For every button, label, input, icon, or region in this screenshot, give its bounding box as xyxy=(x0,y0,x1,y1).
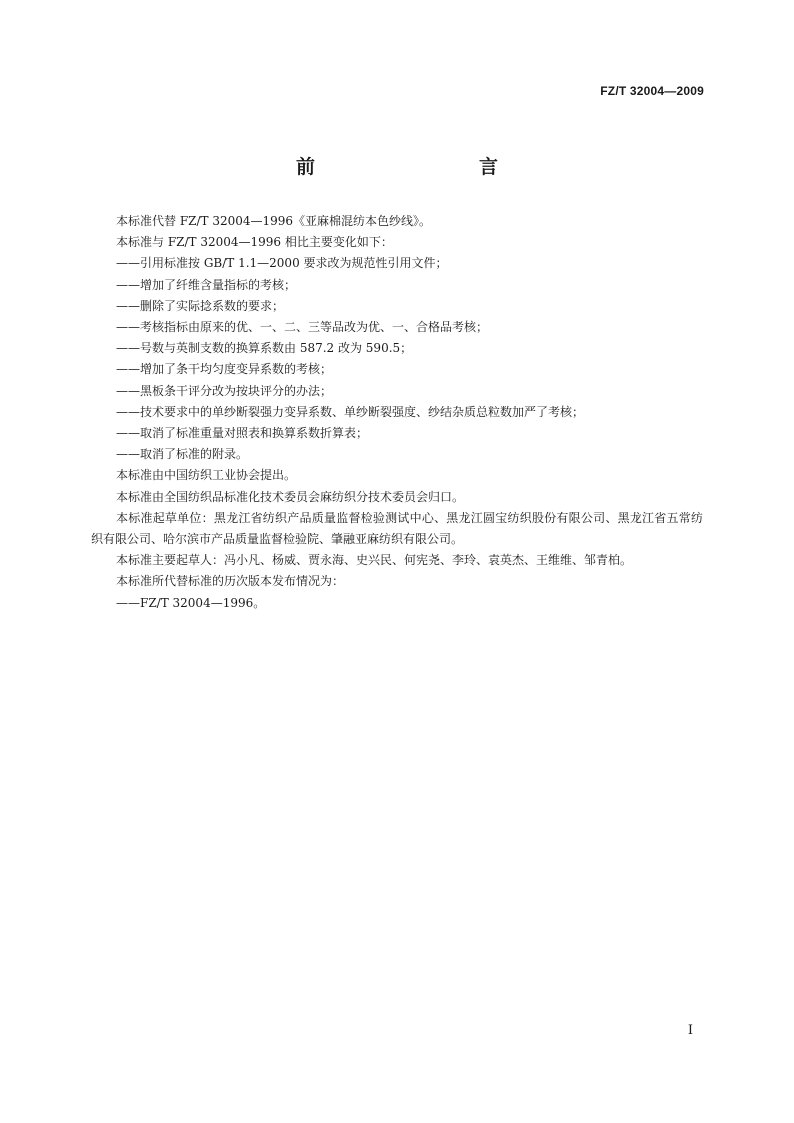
change-item: ——技术要求中的单纱断裂强力变异系数、单纱断裂强度、纱结杂质总粒数加严了考核； xyxy=(116,404,585,419)
change-item: ——考核指标由原来的优、一、二、三等品改为优、一、合格品考核； xyxy=(116,320,489,335)
paragraph: 本标准代替 FZ/T 32004—1996《亚麻棉混纺本色纱线》。 xyxy=(116,214,432,228)
change-item: ——号数与英制支数的换算系数由 587.2 改为 590.5； xyxy=(116,341,413,356)
paragraph: 本标准起草单位：黑龙江省纺织产品质量监督检验测试中心、黑龙江圆宝纺织股份有限公司、黑龙江省五常纺织有限公司、哈尔滨市产品质量监督检验院、肇融亚麻纺织有限公司。 xyxy=(91,510,703,547)
change-item: ——删除了实际捻系数的要求； xyxy=(116,298,285,313)
paragraph: 本标准所代替标准的历次版本发布情况为： xyxy=(116,574,345,589)
paragraph: 本标准与 FZ/T 32004—1996 相比主要变化如下： xyxy=(116,235,393,250)
change-item: ——引用标准按 GB/T 1.1—2000 要求改为规范性引用文件； xyxy=(116,256,448,271)
paragraph: 本标准由中国纺织工业协会提出。 xyxy=(116,468,297,483)
change-item: ——黑板条干评分改为按块评分的办法； xyxy=(116,383,333,398)
paragraph: 本标准由全国纺织品标准化技术委员会麻纺织分技术委员会归口。 xyxy=(116,489,465,504)
change-item: ——取消了标准的附录。 xyxy=(116,447,249,462)
change-item: ——增加了条干均匀度变异系数的考核； xyxy=(116,362,333,377)
page-number: I xyxy=(687,1023,693,1038)
paragraph: 本标准主要起草人：冯小凡、杨威、贾永海、史兴民、何宪尧、李玲、袁英杰、王维维、邹青柏。 xyxy=(116,553,633,568)
change-item: ——增加了纤维含量指标的考核； xyxy=(116,277,297,292)
foreword-body xyxy=(91,211,703,614)
standard-code: FZ/T 32004—2009 xyxy=(600,84,704,98)
change-item: ——取消了标准重量对照表和换算系数折算表； xyxy=(116,426,369,441)
change-item: ——FZ/T 32004—1996。 xyxy=(116,595,266,610)
page-title: 前 言 xyxy=(295,156,540,178)
